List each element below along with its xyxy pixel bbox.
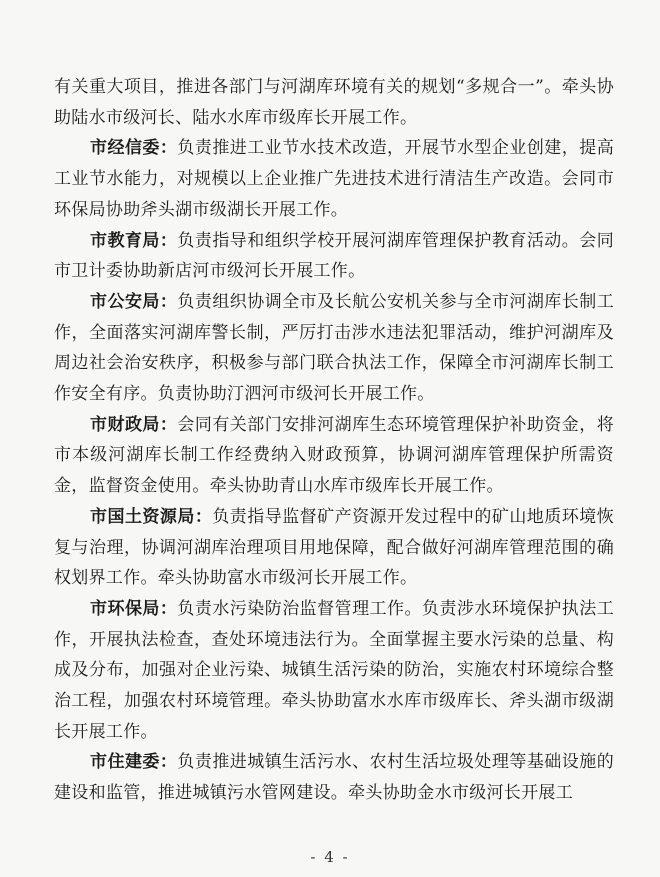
paragraph-environmental-protection-bureau [54, 594, 614, 748]
paragraph-text: 负责组织协调全市及长航公安机关参与全市河湖库长制工作，全面落实河湖库警长制，严厉打击涉水违法犯罪活动，维护河湖库及周边社会治安秩序，积极参与部门联合执法工作，保障全市河湖库长制工作安全有序。负责协助汀泗河市级河长开展工作。 [54, 291, 615, 405]
department-name: 市教育局： [90, 230, 178, 251]
paragraph-text: 会同有关部门安排河湖库生态环境管理保护补助资金，将市本级河湖库长制工作经费纳入财政预算，协调河湖库管理保护所需资金，监督资金使用。牵头协助青山水库市级库长开展工作。 [54, 414, 615, 497]
paragraph-housing-construction-commission [54, 747, 614, 808]
document-body [54, 72, 614, 809]
paragraph-public-security-bureau [54, 287, 614, 410]
paragraph-education-bureau [54, 226, 614, 287]
paragraph-text: 有关重大项目，推进各部门与河湖库环境有关的规划“多规合一”。牵头协助陆水市级河长、陆水水库市级库长开展工作。 [54, 77, 614, 128]
department-name: 市环保局： [90, 598, 178, 619]
paragraph-text: 负责指导和组织学校开展河湖库管理保护教育活动。会同市卫计委协助新店河市级河长开展工作。 [54, 230, 615, 282]
paragraph-continuation [54, 72, 614, 133]
paragraph-land-resources-bureau [54, 502, 614, 594]
paragraph-text: 负责指导监督矿产资源开发过程中的矿山地质环境恢复与治理，协调河湖库治理项目用地保障，配合做好河湖库管理范围的确权划界工作。牵头协助富水市级河长开展工作。 [54, 506, 614, 589]
paragraph-text: 负责水污染防治监督管理工作。负责涉水环境保护执法工作，开展执法检查，查处环境违法行为。全面掌握主要水污染的总量、构成及分布，加强对企业污染、城镇生活污染的防治，实施农村环境综合整治工程，加强农村环境管理。牵头协助富水水库市级库长、斧头湖市级湖长开展工作。 [54, 598, 615, 742]
department-name: 市国土资源局： [90, 506, 213, 527]
paragraph-text: 负责推进城镇生活污水、农村生活垃圾处理等基础设施的建设和监管，推进城镇污水管网建设。牵头协助金水市级河长开展工 [54, 752, 615, 804]
department-name: 市财政局： [90, 414, 178, 435]
department-name: 市住建委： [90, 752, 178, 773]
department-name: 市经信委： [90, 138, 178, 159]
department-name: 市公安局： [90, 291, 178, 312]
paragraph-economic-commission [54, 133, 614, 225]
paragraph-finance-bureau [54, 410, 614, 502]
paragraph-text: 负责推进工业节水技术改造，开展节水型企业创建，提高工业节水能力，对规模以上企业推广先进技术进行清洁生产改造。会同市环保局协助斧头湖市级湖长开展工作。 [54, 138, 615, 220]
page-number: - 4 - [310, 848, 350, 866]
